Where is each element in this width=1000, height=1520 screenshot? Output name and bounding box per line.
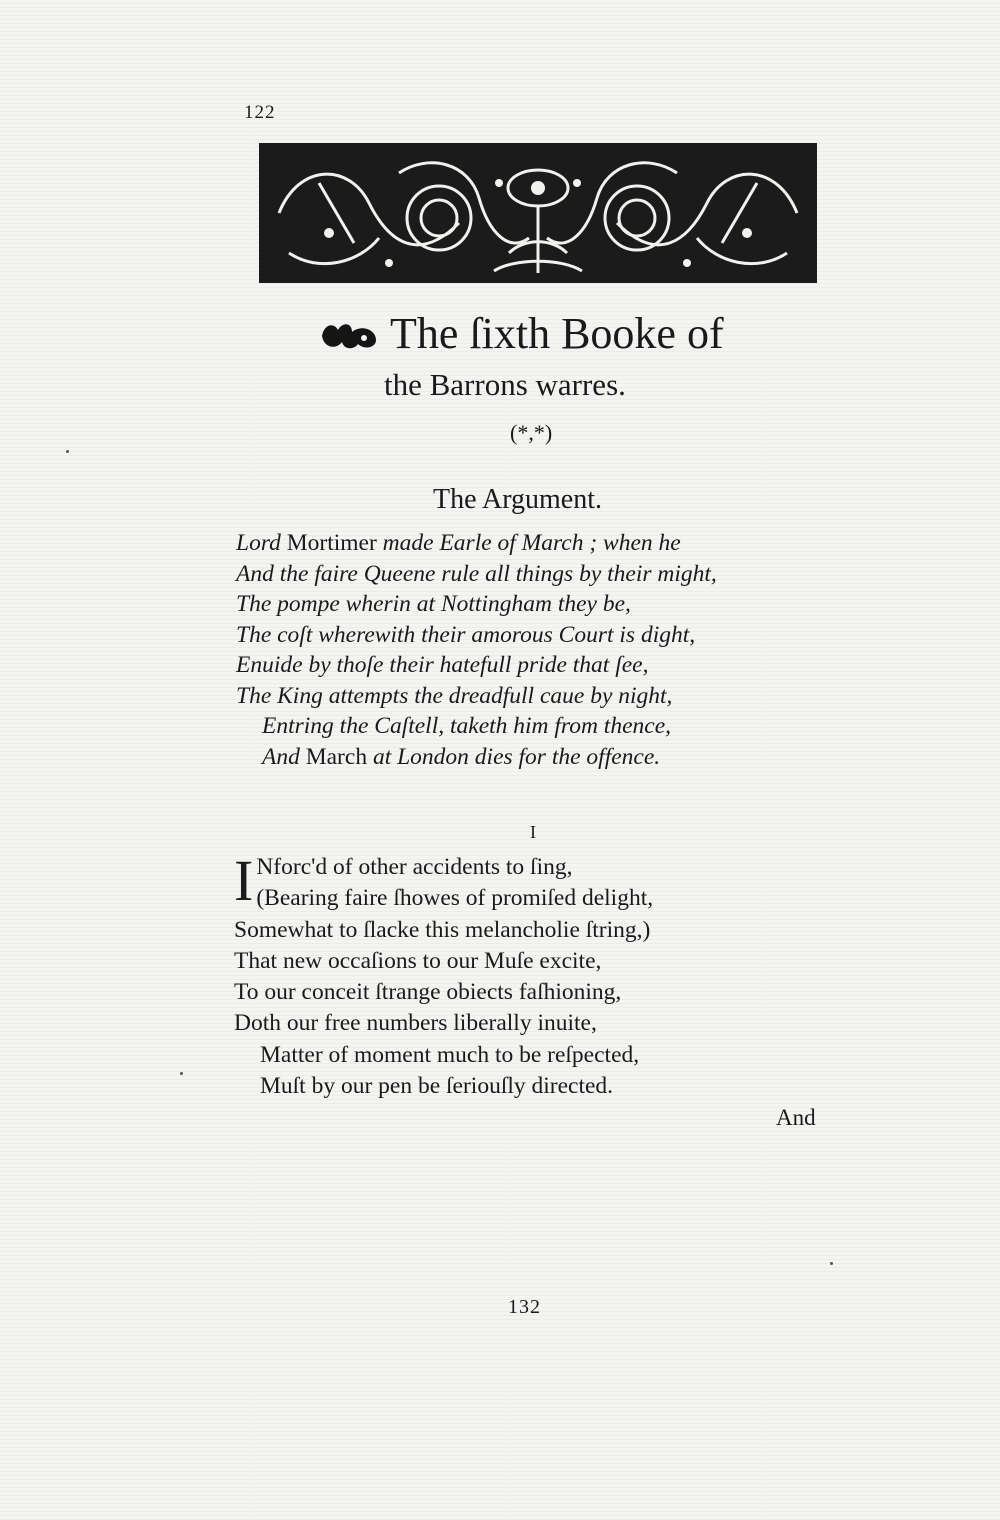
argument-line: The King attempts the dreadfull caue by night, xyxy=(236,682,673,709)
stanza-number: I xyxy=(530,822,536,842)
stanza-line: Matter of moment much to be reſpected, xyxy=(260,1041,640,1068)
paper-speck xyxy=(830,1262,833,1265)
argument-heading: The Argument. xyxy=(433,484,603,515)
fleuron-icon xyxy=(318,318,380,352)
argument-line: Enuide by thoſe their hatefull pride that ſee, xyxy=(236,652,649,678)
page-number-bottom: 132 xyxy=(508,1296,541,1318)
paper-speck xyxy=(180,1072,183,1075)
stanza-line: Somewhat to ſlacke this melancholie ſtring,) xyxy=(234,916,651,943)
stanza-line: Muſt by our pen be ſeriouſly directed. xyxy=(260,1073,614,1100)
drop-cap: I xyxy=(234,848,254,913)
book-title-text: The ſixth Booke of xyxy=(390,309,724,358)
catchword: And xyxy=(776,1105,816,1130)
argument-line: And the faire Queene rule all things by their might, xyxy=(236,560,717,587)
book-title-line-1 xyxy=(318,308,778,359)
stanza-line: To our conceit ſtrange obiects faſhioning, xyxy=(234,979,622,1006)
stanza-line: (Bearing faire ſhowes of promiſed delight, xyxy=(256,885,654,912)
paper-speck xyxy=(66,450,69,453)
stanza-line: Nforc'd of other accidents to ſing, xyxy=(256,854,573,880)
argument-line: The coſt wherewith their amorous Court is dight, xyxy=(236,621,696,648)
argument-verse xyxy=(236,528,836,772)
decorative-headpiece-icon xyxy=(259,143,817,283)
argument-line: Lord Mortimer made Earle of March ; when he xyxy=(236,530,681,556)
argument-line: The pompe wherin at Nottingham they be, xyxy=(236,591,631,617)
stanza-line: Doth our free numbers liberally inuite, xyxy=(234,1010,597,1037)
book-title-line-2: the Barrons warres. xyxy=(384,367,626,402)
page-number-top: 122 xyxy=(244,102,276,123)
asterism-ornament: (*,*) xyxy=(510,420,553,445)
stanza-line: That new occaſions to our Muſe excite, xyxy=(234,947,602,974)
argument-line: Entring the Caſtell, taketh him from thence, xyxy=(262,713,672,739)
argument-line: And March at London dies for the offence. xyxy=(262,743,661,770)
stanza-verse xyxy=(234,848,834,1102)
